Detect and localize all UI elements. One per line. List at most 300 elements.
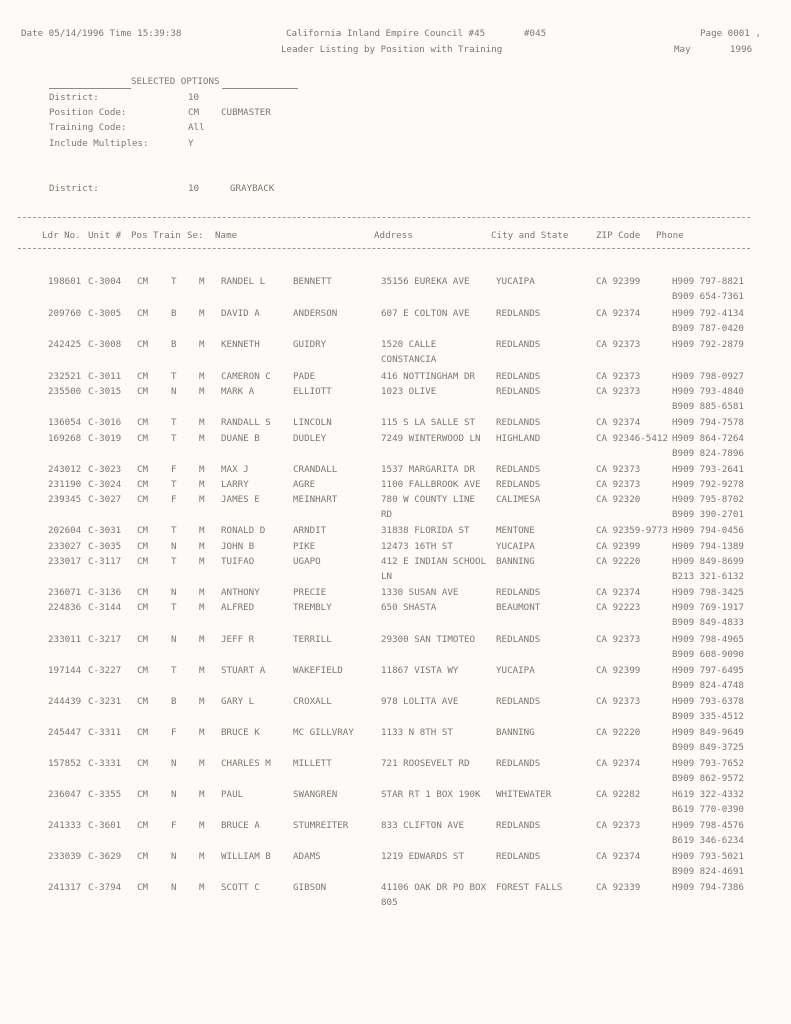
phone-home: H909 797-8821 bbox=[672, 276, 744, 287]
zip-code: CA 92373 bbox=[596, 479, 641, 490]
ldr-no: 241333 bbox=[48, 820, 82, 831]
phone-home: H909 798-3425 bbox=[672, 587, 744, 598]
first-name: RANDALL S bbox=[221, 417, 271, 428]
col-address: Address bbox=[374, 230, 413, 241]
position-code: CM bbox=[137, 851, 149, 862]
position-code: CM bbox=[137, 602, 149, 613]
table-row bbox=[0, 725, 791, 755]
district-label: District: bbox=[49, 183, 99, 194]
ldr-no: 235500 bbox=[48, 386, 82, 397]
city: REDLANDS bbox=[496, 308, 541, 319]
position-code: CM bbox=[137, 339, 149, 350]
ldr-no: 157852 bbox=[48, 758, 82, 769]
zip-code: CA 92374 bbox=[596, 308, 641, 319]
table-row bbox=[0, 384, 791, 414]
position-code: CM bbox=[137, 634, 149, 645]
city: BEAUMONT bbox=[496, 602, 541, 613]
unit-no: C-3015 bbox=[88, 386, 122, 397]
address: 1133 N 8TH ST bbox=[381, 727, 453, 738]
address: 31838 FLORIDA ST bbox=[381, 525, 470, 536]
option-label: Position Code: bbox=[49, 107, 127, 118]
table-row bbox=[0, 492, 791, 522]
training-code: T bbox=[171, 417, 177, 428]
city: BANNING bbox=[496, 727, 535, 738]
zip-code: CA 92373 bbox=[596, 696, 641, 707]
first-name: JOHN B bbox=[221, 541, 255, 552]
address: 35156 EUREKA AVE bbox=[381, 276, 470, 287]
unit-no: C-3005 bbox=[88, 308, 122, 319]
unit-no: C-3031 bbox=[88, 525, 122, 536]
unit-no: C-3355 bbox=[88, 789, 122, 800]
zip-code: CA 92374 bbox=[596, 417, 641, 428]
phone-business: B909 608-9090 bbox=[672, 649, 744, 660]
training-code: T bbox=[171, 602, 177, 613]
sex: M bbox=[199, 634, 205, 645]
table-row bbox=[0, 632, 791, 662]
phone-business: B619 770-0390 bbox=[672, 804, 744, 815]
position-code: CM bbox=[137, 789, 149, 800]
last-name: PRECIE bbox=[293, 587, 327, 598]
training-code: T bbox=[171, 479, 177, 490]
phone-home: H909 794-7386 bbox=[672, 882, 744, 893]
ldr-no: 224836 bbox=[48, 602, 82, 613]
last-name: DUDLEY bbox=[293, 433, 327, 444]
address: 721 ROOSEVELT RD bbox=[381, 758, 470, 769]
city: REDLANDS bbox=[496, 758, 541, 769]
unit-no: C-3231 bbox=[88, 696, 122, 707]
unit-no: C-3027 bbox=[88, 494, 122, 505]
phone-home: H909 864-7264 bbox=[672, 433, 744, 444]
district-number: 10 bbox=[188, 183, 200, 194]
city: CALIMESA bbox=[496, 494, 541, 505]
option-value: 10 bbox=[188, 92, 200, 103]
training-code: N bbox=[171, 851, 177, 862]
sex: M bbox=[199, 882, 205, 893]
sex: M bbox=[199, 727, 205, 738]
city: REDLANDS bbox=[496, 851, 541, 862]
position-code: CM bbox=[137, 882, 149, 893]
address: 29300 SAN TIMOTEO bbox=[381, 634, 476, 645]
training-code: N bbox=[171, 634, 177, 645]
col-pos: Pos bbox=[131, 230, 148, 241]
address: 416 NOTTINGHAM DR bbox=[381, 371, 476, 382]
last-name: ELLIOTT bbox=[293, 386, 332, 397]
unit-no: C-3008 bbox=[88, 339, 122, 350]
sex: M bbox=[199, 308, 205, 319]
zip-code: CA 92399 bbox=[596, 665, 641, 676]
first-name: DUANE B bbox=[221, 433, 260, 444]
ldr-no: 202604 bbox=[48, 525, 82, 536]
phone-home: H909 798-0927 bbox=[672, 371, 744, 382]
phone-home: H909 798-4576 bbox=[672, 820, 744, 831]
table-row bbox=[0, 337, 791, 367]
training-code: T bbox=[171, 433, 177, 444]
col-sex: Se: bbox=[187, 230, 204, 241]
header-rule-top bbox=[18, 217, 750, 218]
position-code: CM bbox=[137, 276, 149, 287]
phone-home: H909 849-8699 bbox=[672, 556, 744, 567]
last-name: SWANGREN bbox=[293, 789, 338, 800]
last-name: CRANDALL bbox=[293, 464, 338, 475]
phone-home: H619 322-4332 bbox=[672, 789, 744, 800]
ldr-no: 169268 bbox=[48, 433, 82, 444]
address: 412 E INDIAN SCHOOL LN bbox=[381, 556, 487, 582]
date-time: Date 05/14/1996 Time 15:39:38 bbox=[21, 28, 182, 39]
zip-code: CA 92373 bbox=[596, 464, 641, 475]
ldr-no: 243012 bbox=[48, 464, 82, 475]
ldr-no: 233017 bbox=[48, 556, 82, 567]
first-name: JEFF R bbox=[221, 634, 255, 645]
position-code: CM bbox=[137, 417, 149, 428]
col-zip: ZIP Code bbox=[596, 230, 641, 241]
last-name: GUIDRY bbox=[293, 339, 327, 350]
address: 1100 FALLBROOK AVE bbox=[381, 479, 481, 490]
unit-no: C-3023 bbox=[88, 464, 122, 475]
first-name: LARRY bbox=[221, 479, 249, 490]
address: 1023 OLIVE bbox=[381, 386, 437, 397]
first-name: STUART A bbox=[221, 665, 266, 676]
first-name: ANTHONY bbox=[221, 587, 260, 598]
first-name: RONALD D bbox=[221, 525, 266, 536]
last-name: ARNDIT bbox=[293, 525, 327, 536]
address: 607 E COLTON AVE bbox=[381, 308, 470, 319]
training-code: B bbox=[171, 339, 177, 350]
sex: M bbox=[199, 665, 205, 676]
ldr-no: 197144 bbox=[48, 665, 82, 676]
zip-code: CA 92399 bbox=[596, 541, 641, 552]
col-city-state: City and State bbox=[491, 230, 569, 241]
report-year: 1996 bbox=[730, 44, 753, 55]
sex: M bbox=[199, 386, 205, 397]
address: 650 SHASTA bbox=[381, 602, 437, 613]
phone-home: H909 793-6378 bbox=[672, 696, 744, 707]
ldr-no: 232521 bbox=[48, 371, 82, 382]
phone-home: H909 792-9278 bbox=[672, 479, 744, 490]
ldr-no: 241317 bbox=[48, 882, 82, 893]
address: 7249 WINTERWOOD LN bbox=[381, 433, 481, 444]
unit-no: C-3629 bbox=[88, 851, 122, 862]
first-name: DAVID A bbox=[221, 308, 260, 319]
phone-business: B909 787-0420 bbox=[672, 323, 744, 334]
sex: M bbox=[199, 371, 205, 382]
address: 1537 MARGARITA DR bbox=[381, 464, 476, 475]
unit-no: C-3035 bbox=[88, 541, 122, 552]
address: 11867 VISTA WY bbox=[381, 665, 459, 676]
ldr-no: 244439 bbox=[48, 696, 82, 707]
ldr-no: 231190 bbox=[48, 479, 82, 490]
address: 978 LOLITA AVE bbox=[381, 696, 459, 707]
last-name: BENNETT bbox=[293, 276, 332, 287]
first-name: GARY L bbox=[221, 696, 255, 707]
city: REDLANDS bbox=[496, 386, 541, 397]
city: REDLANDS bbox=[496, 820, 541, 831]
unit-no: C-3019 bbox=[88, 433, 122, 444]
address: 1330 SUSAN AVE bbox=[381, 587, 459, 598]
sex: M bbox=[199, 541, 205, 552]
sex: M bbox=[199, 820, 205, 831]
council-name: California Inland Empire Council #45 bbox=[286, 28, 486, 39]
position-code: CM bbox=[137, 464, 149, 475]
unit-no: C-3117 bbox=[88, 556, 122, 567]
zip-code: CA 92374 bbox=[596, 851, 641, 862]
phone-business: B909 654-7361 bbox=[672, 291, 744, 302]
last-name: GIBSON bbox=[293, 882, 327, 893]
training-code: F bbox=[171, 494, 177, 505]
training-code: N bbox=[171, 882, 177, 893]
first-name: ALFRED bbox=[221, 602, 255, 613]
report-month: May bbox=[674, 44, 691, 55]
unit-no: C-3311 bbox=[88, 727, 122, 738]
option-extra: CUBMASTER bbox=[221, 107, 271, 118]
position-code: CM bbox=[137, 665, 149, 676]
option-label: Training Code: bbox=[49, 122, 127, 133]
last-name: UGAPO bbox=[293, 556, 321, 567]
training-code: B bbox=[171, 308, 177, 319]
unit-no: C-3024 bbox=[88, 479, 122, 490]
position-code: CM bbox=[137, 371, 149, 382]
position-code: CM bbox=[137, 696, 149, 707]
training-code: F bbox=[171, 820, 177, 831]
last-name: PIKE bbox=[293, 541, 316, 552]
city: WHITEWATER bbox=[496, 789, 552, 800]
city: YUCAIPA bbox=[496, 665, 535, 676]
position-code: CM bbox=[137, 587, 149, 598]
zip-code: CA 92399 bbox=[596, 276, 641, 287]
phone-home: H909 795-8702 bbox=[672, 494, 744, 505]
position-code: CM bbox=[137, 556, 149, 567]
training-code: T bbox=[171, 525, 177, 536]
phone-home: H909 792-4134 bbox=[672, 308, 744, 319]
city: HIGHLAND bbox=[496, 433, 541, 444]
table-row bbox=[0, 554, 791, 584]
training-code: T bbox=[171, 556, 177, 567]
sex: M bbox=[199, 276, 205, 287]
phone-home: H909 769-1917 bbox=[672, 602, 744, 613]
options-rule-right bbox=[222, 88, 298, 89]
phone-business: B909 862-9572 bbox=[672, 773, 744, 784]
ldr-no: 233027 bbox=[48, 541, 82, 552]
unit-no: C-3136 bbox=[88, 587, 122, 598]
table-row bbox=[0, 880, 791, 910]
last-name: PADE bbox=[293, 371, 316, 382]
phone-home: H909 794-1389 bbox=[672, 541, 744, 552]
sex: M bbox=[199, 556, 205, 567]
phone-home: H909 794-7578 bbox=[672, 417, 744, 428]
sex: M bbox=[199, 602, 205, 613]
phone-home: H909 792-2879 bbox=[672, 339, 744, 350]
city: MENTONE bbox=[496, 525, 535, 536]
last-name: MILLETT bbox=[293, 758, 332, 769]
sex: M bbox=[199, 464, 205, 475]
last-name: CROXALL bbox=[293, 696, 332, 707]
table-row bbox=[0, 694, 791, 724]
zip-code: CA 92359-9773 bbox=[596, 525, 668, 536]
table-row bbox=[0, 663, 791, 693]
unit-no: C-3004 bbox=[88, 276, 122, 287]
position-code: CM bbox=[137, 525, 149, 536]
training-code: F bbox=[171, 727, 177, 738]
first-name: TUIFAO bbox=[221, 556, 255, 567]
training-code: N bbox=[171, 789, 177, 800]
last-name: WAKEFIELD bbox=[293, 665, 343, 676]
col-phone: Phone bbox=[656, 230, 684, 241]
ldr-no: 242425 bbox=[48, 339, 82, 350]
first-name: SCOTT C bbox=[221, 882, 260, 893]
last-name: TREMBLY bbox=[293, 602, 332, 613]
zip-code: CA 92373 bbox=[596, 820, 641, 831]
address: 1520 CALLE CONSTANCIA bbox=[381, 339, 437, 365]
address: 1219 EDWARDS ST bbox=[381, 851, 464, 862]
first-name: RANDEL L bbox=[221, 276, 266, 287]
sex: M bbox=[199, 525, 205, 536]
first-name: MAX J bbox=[221, 464, 249, 475]
table-row bbox=[0, 431, 791, 461]
last-name: AGRE bbox=[293, 479, 316, 490]
position-code: CM bbox=[137, 727, 149, 738]
training-code: T bbox=[171, 276, 177, 287]
options-rule-left bbox=[49, 88, 131, 89]
city: YUCAIPA bbox=[496, 541, 535, 552]
phone-business: B213 321-6132 bbox=[672, 571, 744, 582]
training-code: N bbox=[171, 758, 177, 769]
phone-business: B909 849-4833 bbox=[672, 617, 744, 628]
zip-code: CA 92223 bbox=[596, 602, 641, 613]
position-code: CM bbox=[137, 479, 149, 490]
training-code: T bbox=[171, 371, 177, 382]
address: 41106 OAK DR PO BOX 805 bbox=[381, 882, 487, 908]
training-code: F bbox=[171, 464, 177, 475]
city: REDLANDS bbox=[496, 696, 541, 707]
address: STAR RT 1 BOX 190K bbox=[381, 789, 481, 800]
training-code: T bbox=[171, 665, 177, 676]
ldr-no: 233039 bbox=[48, 851, 82, 862]
council-code: #045 bbox=[524, 28, 547, 39]
table-row bbox=[0, 818, 791, 848]
first-name: CAMERON C bbox=[221, 371, 271, 382]
first-name: PAUL bbox=[221, 789, 244, 800]
last-name: TERRILL bbox=[293, 634, 332, 645]
sex: M bbox=[199, 758, 205, 769]
sex: M bbox=[199, 339, 205, 350]
col-ldr-no: Ldr No. bbox=[42, 230, 81, 241]
address: 12473 16TH ST bbox=[381, 541, 453, 552]
phone-business: B909 824-4691 bbox=[672, 866, 744, 877]
position-code: CM bbox=[137, 433, 149, 444]
phone-business: B909 335-4512 bbox=[672, 711, 744, 722]
zip-code: CA 92373 bbox=[596, 634, 641, 645]
sex: M bbox=[199, 851, 205, 862]
unit-no: C-3016 bbox=[88, 417, 122, 428]
zip-code: CA 92320 bbox=[596, 494, 641, 505]
header-rule-bottom bbox=[18, 248, 750, 249]
col-name: Name bbox=[215, 230, 238, 241]
zip-code: CA 92374 bbox=[596, 758, 641, 769]
city: FOREST FALLS bbox=[496, 882, 563, 893]
zip-code: CA 92282 bbox=[596, 789, 641, 800]
zip-code: CA 92373 bbox=[596, 386, 641, 397]
report-title: Leader Listing by Position with Training bbox=[281, 44, 503, 55]
city: REDLANDS bbox=[496, 479, 541, 490]
table-row bbox=[0, 600, 791, 630]
position-code: CM bbox=[137, 386, 149, 397]
phone-home: H909 793-7652 bbox=[672, 758, 744, 769]
table-row bbox=[0, 849, 791, 879]
phone-home: H909 793-5021 bbox=[672, 851, 744, 862]
zip-code: CA 92220 bbox=[596, 556, 641, 567]
unit-no: C-3794 bbox=[88, 882, 122, 893]
last-name: STUMREITER bbox=[293, 820, 349, 831]
zip-code: CA 92339 bbox=[596, 882, 641, 893]
position-code: CM bbox=[137, 494, 149, 505]
table-row bbox=[0, 306, 791, 336]
last-name: ANDERSON bbox=[293, 308, 338, 319]
phone-business: B909 390-2701 bbox=[672, 509, 744, 520]
district-name: GRAYBACK bbox=[230, 183, 275, 194]
position-code: CM bbox=[137, 820, 149, 831]
zip-code: CA 92373 bbox=[596, 371, 641, 382]
first-name: JAMES E bbox=[221, 494, 260, 505]
city: REDLANDS bbox=[496, 339, 541, 350]
option-value: Y bbox=[188, 138, 194, 149]
page-number: Page 0001 , bbox=[700, 28, 761, 39]
unit-no: C-3227 bbox=[88, 665, 122, 676]
position-code: CM bbox=[137, 541, 149, 552]
options-title: SELECTED OPTIONS bbox=[131, 76, 220, 87]
city: REDLANDS bbox=[496, 464, 541, 475]
position-code: CM bbox=[137, 308, 149, 319]
sex: M bbox=[199, 417, 205, 428]
sex: M bbox=[199, 587, 205, 598]
unit-no: C-3331 bbox=[88, 758, 122, 769]
address: 833 CLIFTON AVE bbox=[381, 820, 464, 831]
zip-code: CA 92374 bbox=[596, 587, 641, 598]
phone-home: H909 793-4840 bbox=[672, 386, 744, 397]
sex: M bbox=[199, 433, 205, 444]
zip-code: CA 92346-5412 bbox=[596, 433, 668, 444]
city: REDLANDS bbox=[496, 634, 541, 645]
first-name: MARK A bbox=[221, 386, 255, 397]
phone-home: H909 798-4965 bbox=[672, 634, 744, 645]
first-name: BRUCE K bbox=[221, 727, 260, 738]
phone-home: H909 797-6495 bbox=[672, 665, 744, 676]
first-name: BRUCE A bbox=[221, 820, 260, 831]
last-name: LINCOLN bbox=[293, 417, 332, 428]
ldr-no: 209760 bbox=[48, 308, 82, 319]
phone-home: H909 794-0456 bbox=[672, 525, 744, 536]
ldr-no: 239345 bbox=[48, 494, 82, 505]
sex: M bbox=[199, 789, 205, 800]
phone-home: H909 793-2641 bbox=[672, 464, 744, 475]
table-row bbox=[0, 274, 791, 304]
sex: M bbox=[199, 696, 205, 707]
option-value: All bbox=[188, 122, 205, 133]
address: 115 S LA SALLE ST bbox=[381, 417, 476, 428]
training-code: N bbox=[171, 386, 177, 397]
option-value: CM bbox=[188, 107, 200, 118]
training-code: B bbox=[171, 696, 177, 707]
city: REDLANDS bbox=[496, 371, 541, 382]
phone-business: B909 824-4748 bbox=[672, 680, 744, 691]
sex: M bbox=[199, 494, 205, 505]
first-name: CHARLES M bbox=[221, 758, 271, 769]
position-code: CM bbox=[137, 758, 149, 769]
phone-business: B909 849-3725 bbox=[672, 742, 744, 753]
zip-code: CA 92220 bbox=[596, 727, 641, 738]
col-unit: Unit # bbox=[88, 230, 122, 241]
phone-business: B909 885-6581 bbox=[672, 401, 744, 412]
last-name: MC GILLVRAY bbox=[293, 727, 354, 738]
table-row bbox=[0, 787, 791, 817]
